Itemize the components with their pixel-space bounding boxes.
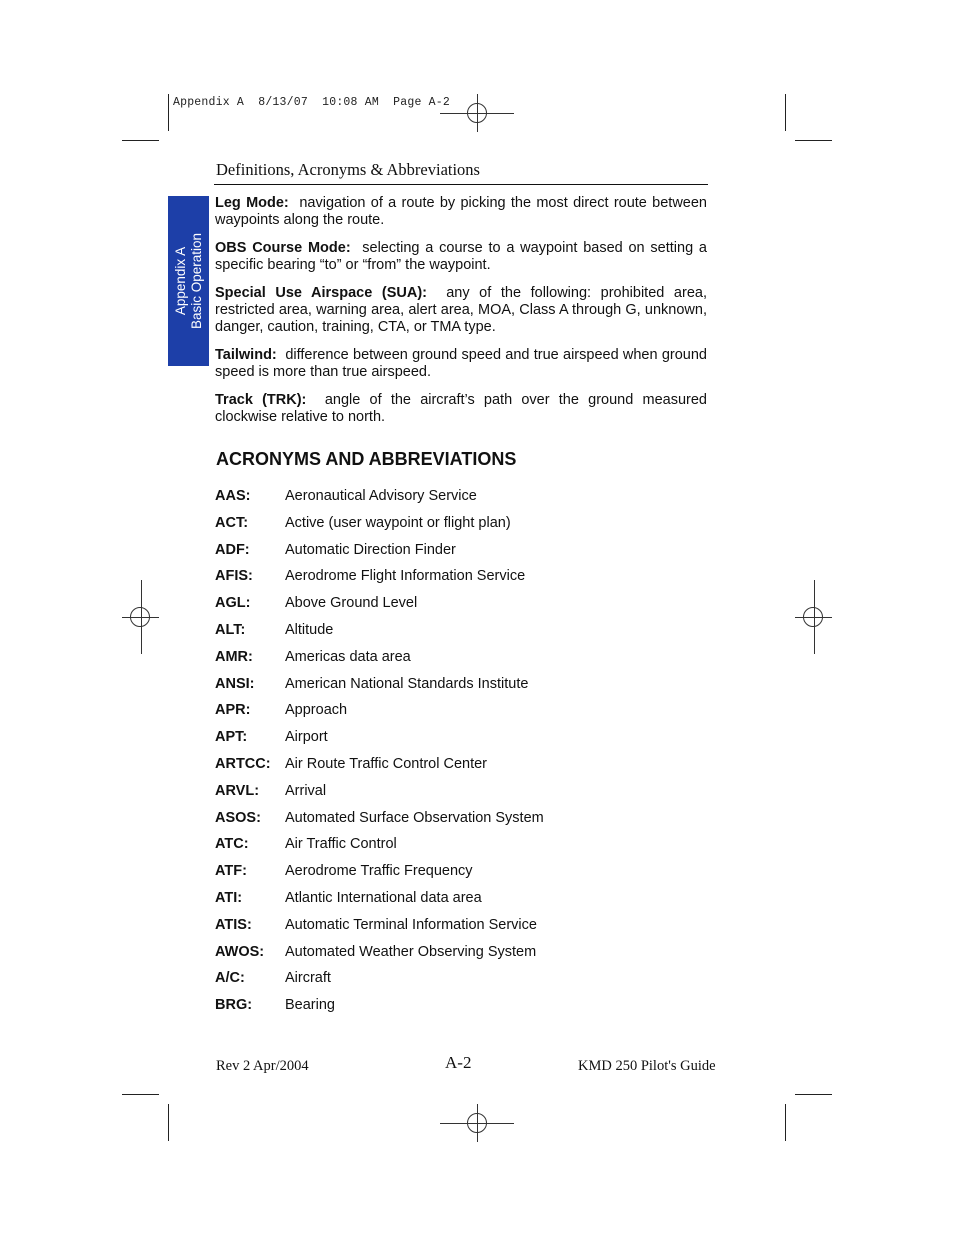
acronym-row — [215, 515, 707, 542]
side-tab — [168, 196, 209, 366]
acronym-expansion: Active (user waypoint or flight plan) — [285, 514, 511, 531]
acronym-expansion: Airport — [285, 729, 328, 746]
acronym-expansion: Automated Surface Observation System — [285, 809, 544, 826]
acronym-abbr: AMR: — [215, 648, 253, 665]
acronym-expansion: Americas data area — [285, 648, 411, 665]
acronym-row — [215, 568, 707, 595]
definition-item — [215, 240, 707, 274]
acronym-expansion: Automated Weather Observing System — [285, 943, 537, 960]
definitions-list — [215, 195, 707, 437]
crop-mark — [168, 1104, 169, 1141]
registration-mark-right — [795, 580, 832, 654]
definition-term: Leg Mode: — [215, 195, 289, 211]
acronym-row — [215, 488, 707, 515]
acronym-row — [215, 810, 707, 837]
acronym-abbr: ATF: — [215, 863, 247, 880]
definition-term: Track (TRK): — [215, 392, 307, 408]
acronym-row — [215, 783, 707, 810]
acronym-row — [215, 917, 707, 944]
acronym-expansion: Arrival — [285, 782, 327, 799]
acronym-expansion: Air Traffic Control — [285, 836, 397, 853]
definition-text: selecting a course to a waypoint based on setting a specific bearing “to” or “from” the waypoint. — [215, 240, 707, 273]
definition-term: OBS Course Mode: — [215, 240, 351, 256]
acronym-expansion: Altitude — [285, 621, 334, 638]
side-tab-label — [173, 233, 205, 329]
crop-mark — [122, 140, 159, 141]
crop-mark — [785, 1104, 786, 1141]
section-title: Definitions, Acronyms & Abbreviations — [216, 160, 480, 179]
acronym-expansion: Automatic Direction Finder — [285, 541, 456, 558]
acronym-row — [215, 944, 707, 971]
acronym-expansion: Aerodrome Flight Information Service — [285, 568, 526, 585]
crop-mark — [795, 140, 832, 141]
crop-mark — [168, 94, 169, 131]
acronym-expansion: Above Ground Level — [285, 595, 418, 612]
acronyms-heading: ACRONYMS AND ABBREVIATIONS — [216, 449, 517, 469]
acronym-expansion: Air Route Traffic Control Center — [285, 755, 488, 772]
acronym-expansion: Aerodrome Traffic Frequency — [285, 863, 473, 880]
acronym-row — [215, 890, 707, 917]
footer-guide-title: KMD 250 Pilot's Guide — [578, 1058, 716, 1074]
acronym-expansion: Bearing — [285, 997, 335, 1014]
acronym-row — [215, 649, 707, 676]
acronym-abbr: ASOS: — [215, 809, 261, 826]
acronym-abbr: A/C: — [215, 970, 245, 987]
registration-mark-bottom — [440, 1104, 514, 1142]
acronym-row — [215, 622, 707, 649]
print-slug: Appendix A 8/13/07 10:08 AM Page A-2 — [173, 96, 450, 109]
acronym-abbr: ATIS: — [215, 916, 252, 933]
acronyms-list — [215, 488, 707, 1024]
acronym-abbr: ATI: — [215, 889, 243, 906]
acronym-abbr: ARVL: — [215, 782, 260, 799]
definition-text: difference between ground speed and true airspeed when ground speed is more than true airspeed. — [215, 347, 707, 380]
registration-mark-top — [440, 94, 514, 132]
acronym-abbr: ANSI: — [215, 675, 255, 692]
crop-mark — [122, 1094, 159, 1095]
definition-item — [215, 285, 707, 336]
side-tab-line2: Basic Operation — [188, 232, 204, 330]
page-number: A-2 — [445, 1053, 472, 1072]
acronym-expansion: Aircraft — [285, 970, 331, 987]
section-rule — [214, 184, 708, 185]
acronym-abbr: AAS: — [215, 488, 251, 504]
definition-text: angle of the aircraft’s path over the ground measured clockwise relative to north. — [215, 392, 707, 425]
definition-item — [215, 195, 707, 229]
acronym-abbr: AWOS: — [215, 943, 265, 960]
definition-text: any of the following: prohibited area, restricted area, warning area, alert area, MOA, Class A through G, unknown, danger, caution, training, CTA, or TMA type. — [215, 285, 707, 335]
acronym-abbr: ARTCC: — [215, 755, 271, 772]
definition-term: Special Use Airspace (SUA): — [215, 285, 427, 301]
definition-text: navigation of a route by picking the most direct route between waypoints along the route. — [215, 195, 707, 228]
acronym-expansion: American National Standards Institute — [285, 675, 529, 692]
acronym-row — [215, 970, 707, 997]
acronym-row — [215, 542, 707, 569]
side-tab-line1: Appendix A — [172, 246, 188, 316]
acronym-abbr: AFIS: — [215, 568, 253, 585]
acronym-abbr: ADF: — [215, 541, 250, 558]
acronym-abbr: BRG: — [215, 997, 253, 1014]
acronym-row — [215, 997, 707, 1024]
definition-item — [215, 347, 707, 381]
acronym-expansion: Approach — [285, 702, 348, 719]
acronym-row — [215, 756, 707, 783]
acronym-expansion: Atlantic International data area — [285, 889, 482, 906]
acronym-row — [215, 702, 707, 729]
acronym-abbr: APR: — [215, 702, 251, 719]
acronym-row — [215, 595, 707, 622]
acronym-abbr: ACT: — [215, 514, 249, 531]
acronym-row — [215, 836, 707, 863]
acronym-abbr: ALT: — [215, 621, 246, 638]
acronym-row — [215, 729, 707, 756]
acronym-row — [215, 863, 707, 890]
registration-mark-left — [122, 580, 159, 654]
definition-term: Tailwind: — [215, 347, 277, 363]
crop-mark — [795, 1094, 832, 1095]
footer-revision: Rev 2 Apr/2004 — [216, 1058, 309, 1074]
acronym-abbr: APT: — [215, 729, 248, 746]
acronym-abbr: ATC: — [215, 836, 249, 853]
crop-mark — [785, 94, 786, 131]
acronym-row — [215, 676, 707, 703]
acronym-expansion: Automatic Terminal Information Service — [285, 916, 537, 933]
definition-item — [215, 392, 707, 426]
acronym-expansion: Aeronautical Advisory Service — [285, 488, 477, 504]
acronym-abbr: AGL: — [215, 595, 251, 612]
